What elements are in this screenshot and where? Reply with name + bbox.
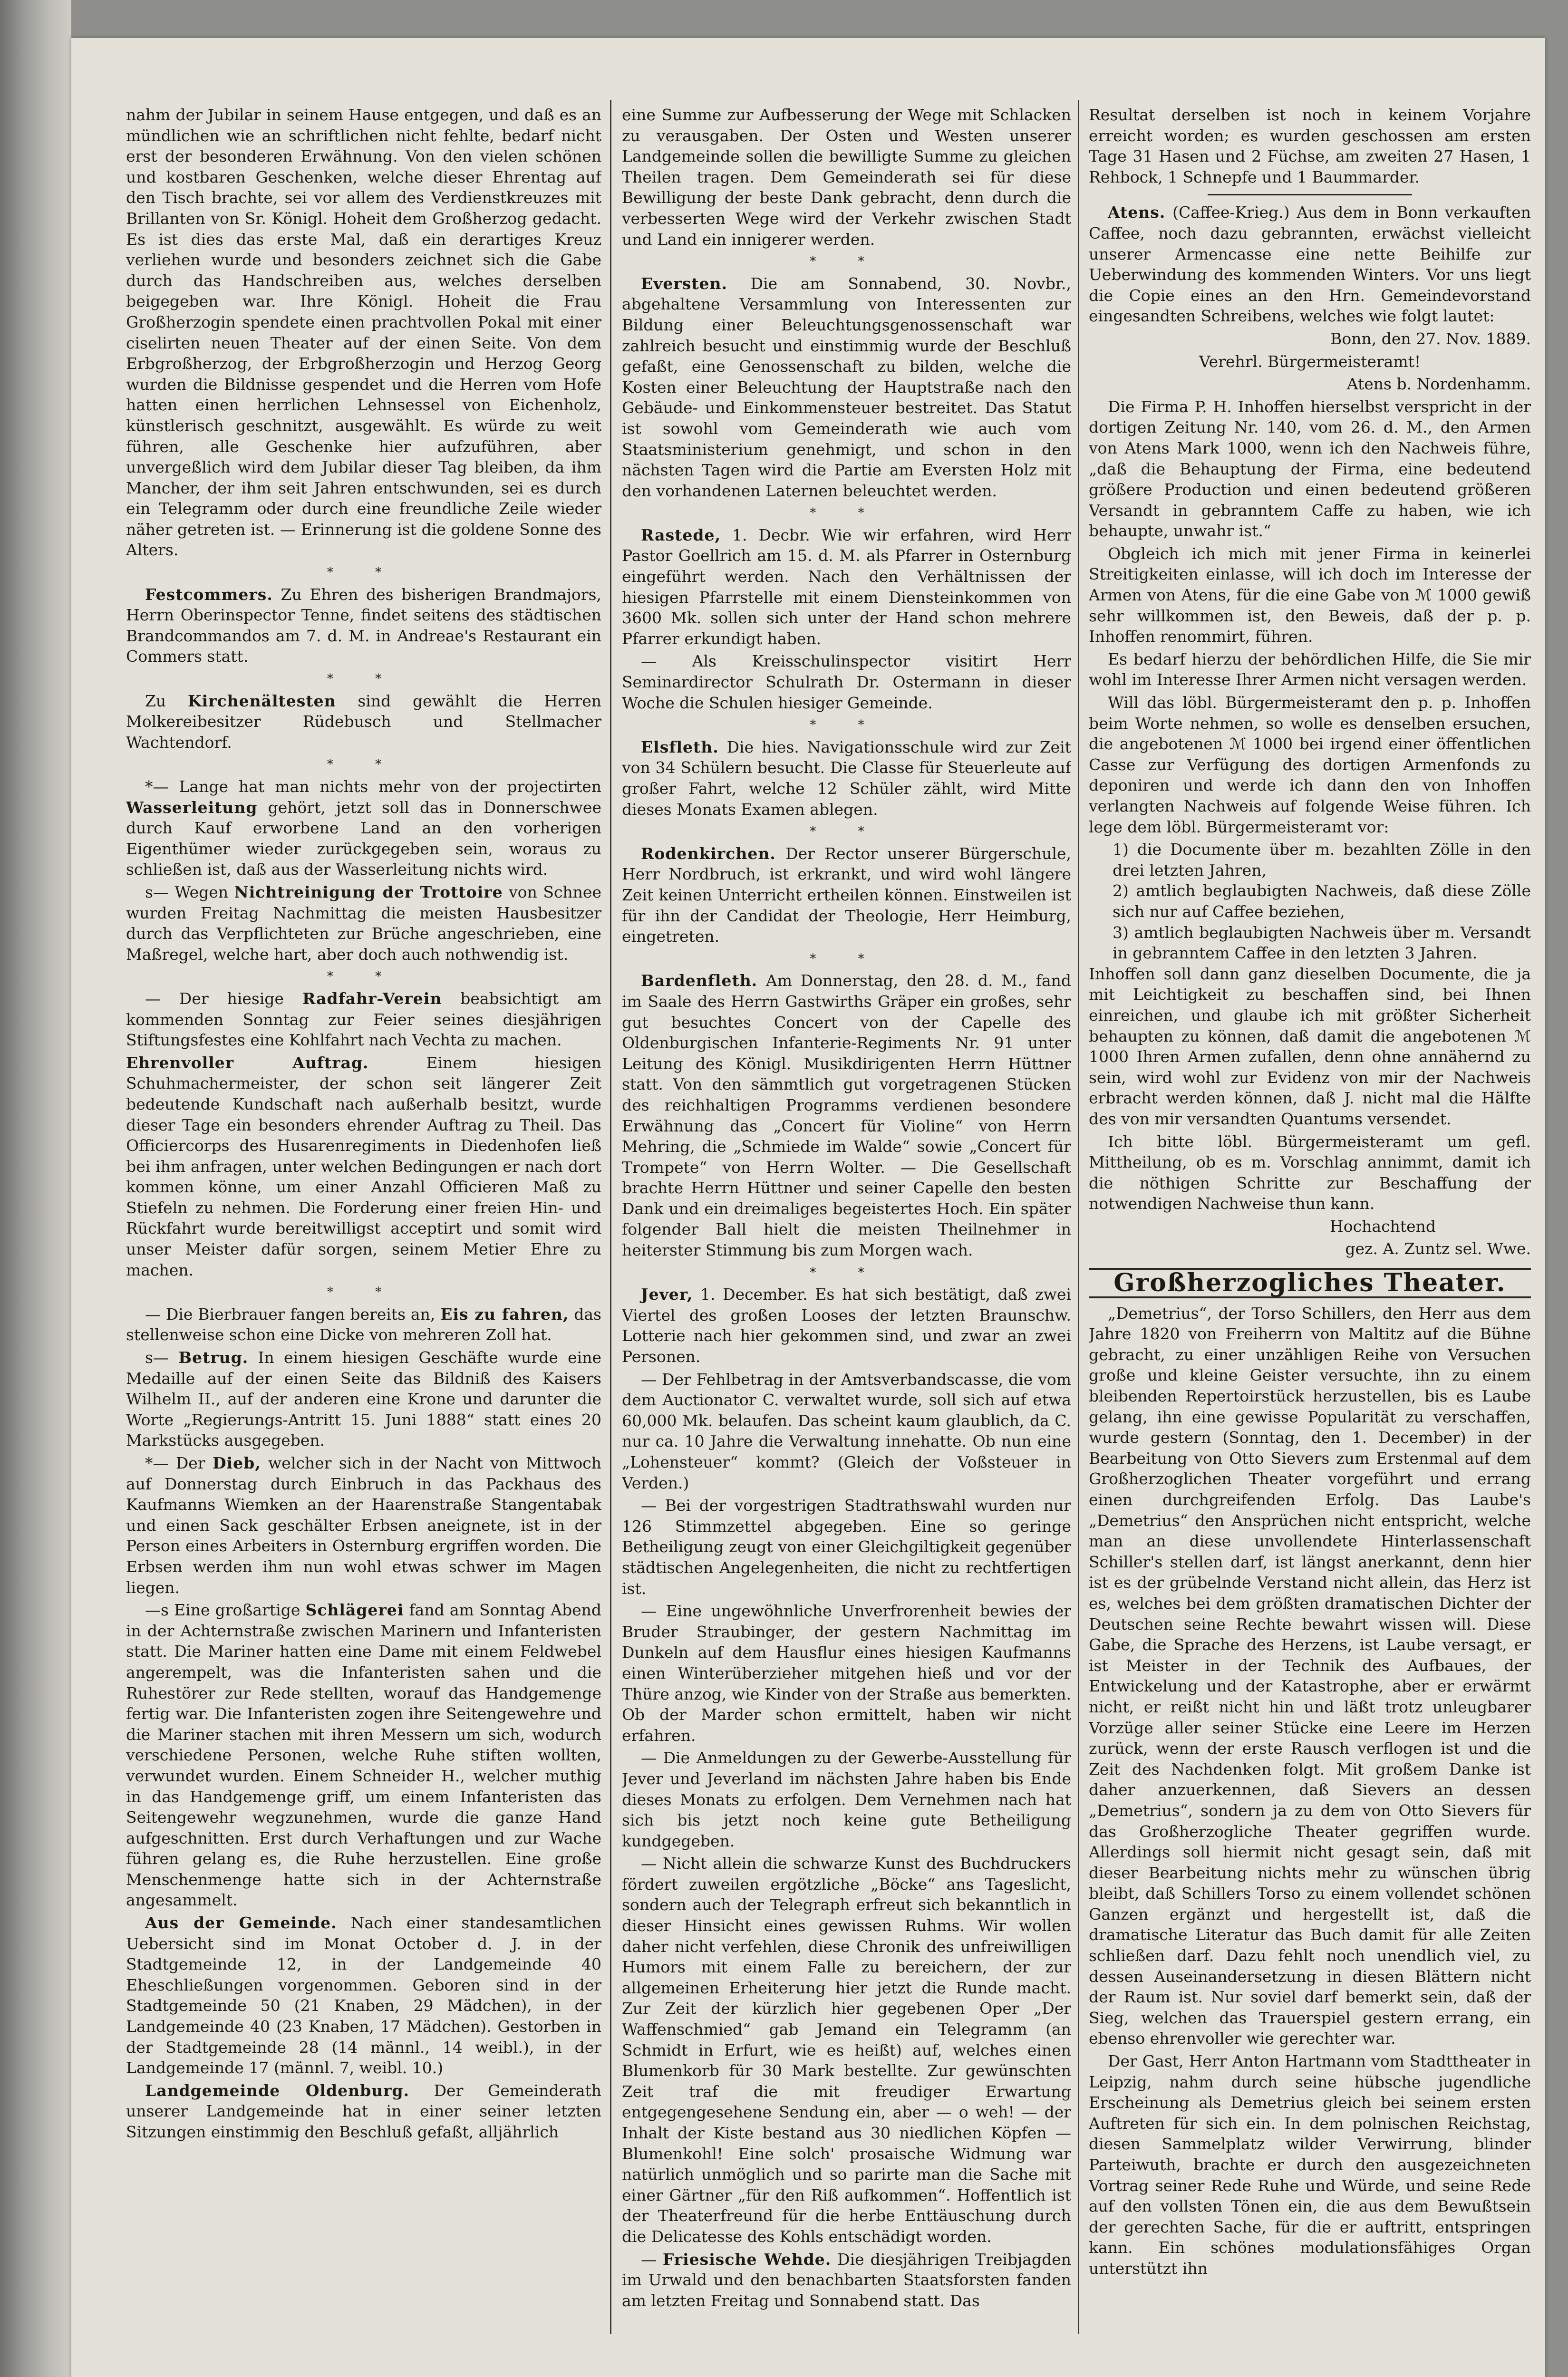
article-landgemeinde: Landgemeinde Oldenburg. Der Gemeinderath unserer Landgemeinde hat in einer seiner letzten Sitzungen einstimmig den Beschluß gefaßt, alljährlich	[126, 2081, 601, 2141]
separator-asterisk: * *	[810, 824, 883, 839]
list-item: 1) die Documente über m. bezahlten Zölle in den drei letzten Jahren,	[1113, 840, 1531, 879]
column-rule	[1078, 100, 1079, 2334]
article-keyword: Aus der Gemeinde.	[145, 1913, 337, 1933]
separator-asterisk: * *	[810, 1265, 883, 1280]
article-theater: „Demetrius“, der Torso Schillers, den Herr aus dem Jahre 1820 von Freiherrn von Maltitz auf die Bühne gebracht, zu einer unzähligen Reihe von Versuchen große und kleine Geister versuchte, ihn zu einem bleibenden Repertoirstück herzustellen, bis es Laube gelang, ihn eine gewisse Popularität zu verschaffen, wurde gestern (Sonntag, den 1. December) in der Bearbeitung von Otto Sievers zum Erstenmal auf dem Großherzoglichen Theater vorgeführt und errang einen durchgreifenden Erfolg. Das Laube's „Demetrius“ den Ansprüchen nicht entspricht, welche man an diese unvollendete Hinterlassenschaft Schiller's stellen darf, ist längst anerkannt, denn hier ist es der grübelnde Verstand nicht allein, das Herz ist es, welches bei dem größten dramatischen Dichter der Deutschen seine Rechte bewahrt wissen will. Diese Gabe, die Sprache des Herzens, ist Laube versagt, er ist Meister in der Technik des Aufbaues, der Entwickelung und der Katastrophe, aber er erwärmt nicht, er reißt nicht hin und läßt trotz unleugbarer Vorzüge aller seiner Stücke eine Leere im Herzen zurück, wenn der erste Rausch verflogen ist und die Zeit des Nachdenken folgt. Mit großem Danke ist daher anzuerkennen, daß Sievers an dessen „Demetrius“, sondern ja zu dem von Otto Sievers für das Großherzogliche Theater gegriffen wurde. Allerdings soll hiermit nicht gesagt sein, daß mit dieser Bearbeitung nichts mehr zu wünschen übrig bleibt, daß Schillers Torso zu einem vollendet schönen Ganzen ergänzt und hergestellt ist, daß die dramatische Literatur das Buch damit für alle Zeiten schließen darf. Dazu fehlt noch unendlich viel, zu dessen Auseinandersetzung in diesen Blättern nicht der Raum ist. Nur soviel darf bemerkt sein, daß der Sieg, welchen das Trauerspiel gestern errang, ein ebenso ehrenvoller wie gerechter war.	[1089, 1304, 1531, 2048]
article-schlaegerei: —s Eine großartige Schlägerei fand am Sonntag Abend in der Achternstraße zwischen Marinern und Infanteristen statt. Die Mariner hatten eine Dame mit einem Feldwebel angerempelt, was die Infanteristen sahen und die Ruhestörer zur Rede stellten, worauf das Handgemenge fertig war. Die Infanteristen zogen ihre Seitengewehre und die Mariner stachen mit ihren Messern um sich, wodurch verschiedene Personen, welche Ruhe stiften wollten, verwundet wurden. Einem Schneider H., welcher muthig in das Handgemenge griff, um einem Infanteristen das Seitengewehr wegzunehmen, wurde die ganze Hand aufgeschnitten. Erst durch Verhaftungen und zur Wache führen gelang es, die Ruhe herzustellen. Eine große Menschenmenge hatte sich in der Achternstraße angesammelt.	[126, 1601, 601, 1910]
article-keyword: Elsfleth.	[641, 737, 719, 756]
letter-signature: gez. A. Zuntz sel. Wwe.	[1345, 1239, 1531, 1258]
article-eis: — Die Bierbrauer fangen bereits an, Eis zu fahren, das stellenweise schon eine Dicke von mehreren Zoll hat.	[126, 1304, 601, 1344]
letter-paragraph: Es bedarf hierzu der behördlichen Hilfe, die Sie mir wohl im Interesse Ihrer Armen nicht versagen werden.	[1089, 649, 1531, 689]
letter-paragraph: Inhoffen soll dann ganz dieselben Documente, die ja mit Leichtigkeit zu beschaffen sind, bei Ihnen einreichen, und glaube ich mit größter Sicherheit behaupten zu können, daß damit die angebotenen ℳ 1000 Ihren Armen zufallen, denn ohne annähernd zu sein, wird wohl zur Evidenz von mir der Nachweis erbracht werden können, daß J. nicht mal die Hälfte des von mir versandten Quantums versendet.	[1089, 964, 1531, 1128]
article-keyword: Jever,	[641, 1285, 693, 1304]
article-keyword: Rodenkirchen.	[641, 844, 776, 863]
separator-asterisk: * *	[327, 565, 401, 580]
letter-address: Atens b. Nordenhamm.	[1346, 375, 1531, 394]
article-landgemeinde-cont: eine Summe zur Aufbesserung der Wege mit Schlacken zu verausgaben. Der Osten und Westen unserer Landgemeinde sollen die bewilligte Summe zu gleichen Theilen tragen. Dem Gemeinderath sei für diese Bewilligung der beste Dank gebracht, denn durch die verbesserten Wege wird der Verkehr zwischen Stadt und Land ein innigerer werden.	[622, 106, 1071, 249]
article-keyword: Atens.	[1108, 203, 1166, 222]
article-jever-4: — Eine ungewöhnliche Unverfrorenheit bewies der Bruder Straubinger, der gestern Nachmittag im Dunkeln auf dem Hausflur eines hiesigen Kaufmanns einen Winterüberzieher mitgehen hieß und vor der Thüre anzog, wie Kinder von der Straße aus bemerkten. Ob der Marder schon ermittelt, haben wir nicht erfahren.	[622, 1602, 1071, 1745]
article-jubilee: nahm der Jubilar in seinem Hause entgegen, und daß es an mündlichen wie an schriftlichen nicht fehlte, bedarf nicht erst der besonderen Erwähnung. Von den vielen schönen und kostbaren Geschenken, welche dieser Ehrentag auf den Tisch brachte, sei vor allem des Verdienstkreuzes mit Brillanten von Sr. Königl. Hoheit dem Großherzog gedacht. Es ist dies das erste Mal, daß ein derartiges Kreuz verliehen wurde und besonders zeichnet sich die Gabe durch das Handschreiben aus, welches derselben beigegeben war. Ihre Königl. Hoheit die Frau Großherzogin spendete einen prachtvollen Pokal mit einer ciselirten neuen Theater auf der einen Seite. Von dem Erbgroßherzog, der Erbgroßherzogin und Herzog Georg wurden die Bildnisse gespendet und die Herren vom Hofe hatten einen herrlichen Lehnsessel von Eichenholz, künstlerisch geschnitzt, ausgewählt. Es würde zu weit führen, alle Geschenke hier aufzuführen, aber unvergeßlich wird dem Jubilar dieser Tag bleiben, da ihm Mancher, der ihm seit Jahren entschwunden, sei es durch ein Telegramm oder durch eine freundliche Zeile wieder näher getreten ist. — Erinnerung ist die goldene Sonne des Alters.	[126, 106, 601, 560]
list-item: 3) amtlich beglaubigten Nachweis über m. Versandt in gebranntem Caffee in den letzten 3 Jahren.	[1113, 923, 1531, 963]
article-jever-5: — Die Anmeldungen zu der Gewerbe-Ausstellung für Jever und Jeverland im nächsten Jahre haben bis Ende dieses Monats zu erfolgen. Dem Vernehmen nach hat sich bis jetzt noch keine gute Betheiligung kundgegeben.	[622, 1749, 1071, 1850]
article-jever-2: — Der Fehlbetrag in der Amtsverbandscasse, die vom dem Auctionator C. verwaltet wurde, soll sich auf etwa 60,000 Mk. belaufen. Das scheint kaum glaublich, da C. nur ca. 10 Jahre die Verwaltung innehatte. Ob nun eine „Lohensteuer“ kommt? (Gleich der Voßsteuer in Verden.)	[622, 1370, 1071, 1492]
article-keyword: Landgemeinde Oldenburg.	[145, 2081, 410, 2100]
letter-paragraph: Ich bitte löbl. Bürgermeisteramt um gefl. Mittheilung, ob es m. Vorschlag annimmt, damit ich die nöthigen Schritte zur Beschaffung der notwendigen Nachweise thun kann.	[1089, 1132, 1531, 1213]
article-keyword: Eversten.	[641, 274, 728, 293]
article-keyword: Friesische Wehde.	[662, 2250, 832, 2269]
letter-date: Bonn, den 27. Nov. 1889.	[1330, 329, 1531, 348]
article-keyword: Betrug.	[178, 1348, 249, 1367]
separator-asterisk: * *	[327, 672, 401, 686]
article-jever: Jever, 1. December. Es hat sich bestätigt, daß zwei Viertel des großen Looses der letzten Braunschw. Lotterie nach hier gekommen sind, und zwar an zwei Personen.	[622, 1285, 1071, 1366]
article-jever-3: — Bei der vorgestrigen Stadtrathswahl wurden nur 126 Stimmzettel abgegeben. Eine so geringe Betheiligung zeugt von einer Gleichgiltigkeit gegenüber städtischen Angelegenheiten, die nicht zu rechtfertigen ist.	[622, 1496, 1071, 1598]
separator-asterisk: * *	[810, 951, 883, 966]
separator-asterisk: * *	[327, 1285, 401, 1300]
separator-line	[1208, 194, 1412, 195]
column-left	[126, 105, 601, 2339]
article-wasserleitung: *— Lange hat man nichts mehr von der projectirten Wasserleitung gehört, jetzt soll das in Donnerschwee durch Kauf erworbene Land an den vorherigen Eigenthümer wieder zurückgegeben sein, woraus zu schließen ist, daß aus der Wasserleitung nichts wird.	[126, 777, 601, 879]
article-friesische-wehde: — Friesische Wehde. Die diesjährigen Treibjagden im Urwald und den benachbarten Staatsforsten fanden am letzten Freitag und Sonnabend statt. Das	[622, 2250, 1071, 2310]
column-rule	[610, 100, 611, 2334]
newspaper-page	[71, 38, 1545, 2377]
letter-closing: Hochachtend	[1330, 1217, 1436, 1236]
article-bardenfleth: Bardenfleth. Am Donnerstag, den 28. d. M., fand im Saale des Herrn Gastwirths Gräper ein großes, sehr gut besuchtes Concert von der Capelle des Oldenburgischen Infanterie-Regiments Nr. 91 unter Leitung des Königl. Musikdirigenten Herrn Hüttner statt. Von den sämmtlich gut vorgetragenen Stücken des reichhaltigen Programms verdienen besondere Erwähnung das „Concert für Violine“ von Herrn Mehring, die „Schmiede im Walde“ sowie „Concert für Trompete“ von Herrn Wolter. — Die Gesellschaft brachte Herrn Hüttner und seiner Capelle den besten Dank und ein dreimaliges begeistertes Hoch. Ein später folgender Ball hielt die meisten Theilnehmer in heiterster Stimmung bis zum Morgen wach.	[622, 971, 1071, 1260]
article-jever-6: — Nicht allein die schwarze Kunst des Buchdruckers fördert zuweilen ergötzliche „Böcke“ ans Tageslicht, sondern auch der Telegraph erfreut sich bekanntlich in dieser Hinsicht eines gewissen Ruhms. Wir wollen daher nicht verfehlen, diese Chronik des unfreiwilligen Humors mit einem Falle zu bereichern, der zur allgemeinen Erheiterung hier jetzt die Runde macht. Zur Zeit der kürzlich hier gegebenen Oper „Der Waffenschmied“ gab Jemand ein Telegramm (an Schmidt in Erfurt, wie es heißt) auf, welches einen Blumenkorb für 30 Mark bestellte. Zur gewünschten Zeit traf die mit freudiger Erwartung entgegengesehene Sendung ein, aber — o weh! — der Inhalt der Kiste bestand aus 30 niedlichen Köpfen — Blumenkohl! Eine solch' prosaische Widmung war natürlich unmöglich und so parirte man die Sache mit einer Gärtner „für den Riß aufkommen“. Hoffentlich ist der Theaterfreund für die herbe Enttäuschung durch die Delicatesse des Kohls entschädigt worden.	[622, 1854, 1071, 2246]
letter-salutation: Verehrl. Bürgermeisteramt!	[1199, 352, 1421, 371]
letter-paragraph: Die Firma P. H. Inhoffen hierselbst verspricht in der dortigen Zeitung Nr. 140, vom 26. d. M., den Armen von Atens Mark 1000, wenn ich den Nachweis führe, „daß die Behauptung der Firma, eine bedeutend größere Production und einen bedeutend größeren Versandt in gebranntem Caffe zu haben, wie ich behaupte, unwahr ist.“	[1089, 397, 1531, 541]
article-atens: Atens. (Caffee-Krieg.) Aus dem in Bonn verkauften Caffee, noch dazu gebrannten, erwächst vielleicht unserer Armencasse eine nette Beihilfe zur Ueberwindung des kommenden Winters. Vor uns liegt die Copie eines an den Hrn. Gemeindevorstand eingesandten Schreibens, welches wie folgt lautet:	[1089, 203, 1531, 326]
article-rastede-2: — Als Kreisschulinspector visitirt Herr Seminardirector Schulrath Dr. Ostermann in dieser Woche die Schulen hiesiger Gemeinde.	[622, 652, 1071, 712]
article-trottoire: s— Wegen Nichtreinigung der Trottoire von Schnee wurden Freitag Nachmittag die meisten Hausbesitzer durch das Verpflichteten zur Brüche angeschrieben, eine Maßregel, welche hart, aber doch auch nothwendig ist.	[126, 882, 601, 964]
separator-asterisk: * *	[327, 969, 401, 984]
article-aus-der-gemeinde: Aus der Gemeinde. Nach einer standesamtlichen Uebersicht sind im Monat October d. J. in der Stadtgemeinde 12, in der Landgemeinde 40 Eheschließungen vorgenommen. Geboren sind in der Stadtgemeinde 50 (21 Knaben, 29 Mädchen), in der Landgemeinde 40 (23 Knaben, 17 Mädchen). Gestorben in der Stadtgemeinde 28 (14 männl., 14 weibl.), in der Landgemeinde 17 (männl. 7, weibl. 10.)	[126, 1913, 601, 2077]
article-dieb: *— Der Dieb, welcher sich in der Nacht von Mittwoch auf Donnerstag durch Einbruch in das Packhaus des Kaufmanns Wiemken an der Haarenstraße Stangentabak und einen Sack geschälter Erbsen aneignete, ist in der Person eines Arbeiters in Osternburg ergriffen worden. Die Erbsen werden ihm nun wohl etwas schwer im Magen liegen.	[126, 1454, 601, 1597]
theater-section-title: Großherzogliches Theater.	[1089, 1268, 1531, 1298]
article-radfahr-verein: — Der hiesige Radfahr-Verein beabsichtigt am kommenden Sonntag zur Feier seines diesjährigen Stiftungsfestes eine Kohlfahrt nach Vechta zu machen.	[126, 989, 601, 1050]
article-rastede: Rastede, 1. Decbr. Wie wir erfahren, wird Herr Pastor Goellrich am 15. d. M. als Pfarrer in Osternburg eingeführt werden. Nach den Verhältnissen der hiesigen Pfarrstelle mit einem Diensteinkommen von 3600 Mk. sollen sich unter der Hand schon mehrere Pfarrer erkundigt haben.	[622, 525, 1071, 648]
separator-asterisk: * *	[810, 254, 883, 269]
article-wehde-cont: Resultat derselben ist noch in keinem Vorjahre erreicht worden; es wurden geschossen am ersten Tage 31 Hasen und 2 Füchse, am zweiten 27 Hasen, 1 Rehbock, 1 Schnepfe und 1 Baummarder.	[1089, 106, 1531, 186]
column-middle	[622, 105, 1071, 2339]
separator-asterisk: * *	[327, 757, 401, 772]
separator-asterisk: * *	[810, 718, 883, 733]
article-kirchenaelteste: Zu Kirchenältesten sind gewählt die Herren Molkereibesitzer Rüdebusch und Stellmacher Wachtendorf.	[126, 691, 601, 752]
letter-document-list	[1089, 839, 1531, 964]
article-keyword: Eis zu fahren,	[440, 1304, 569, 1324]
article-keyword: Kirchenältesten	[187, 691, 336, 710]
book-binding-edge	[0, 0, 71, 2377]
article-eversten: Eversten. Die am Sonnabend, 30. Novbr., abgehaltene Versammlung von Interessenten zur Bildung einer Beleuchtungsgenossenschaft war zahlreich besucht und einstimmig wurde der Beschluß gefaßt, eine Genossenschaft zu bilden, welche die Kosten einer Beleuchtung der Hauptstraße nach den Gebäude- und Einkommensteuer bestreitet. Das Statut ist sowohl vom Gemeinderath wie auch vom Staatsministerium genehmigt, und schon in den nächsten Tagen wird die Partie am Eversten Holz mit den vorhandenen Laternen beleuchtet werden.	[622, 274, 1071, 500]
article-rodenkirchen: Rodenkirchen. Der Rector unserer Bürgerschule, Herr Nordbruch, ist erkrankt, und wird wohl längere Zeit keinen Unterricht ertheilen können. Einstweilen ist für ihn der Candidat der Theologie, Herr Heimburg, eingetreten.	[622, 844, 1071, 946]
letter-paragraph: Obgleich ich mich mit jener Firma in keinerlei Streitigkeiten einlasse, will ich doch im Interesse der Armen von Atens, für die eine Gabe von ℳ 1000 gewiß sehr willkommen ist, den Beweis, daß der p. p. Inhoffen renommirt, führen.	[1089, 544, 1531, 646]
article-keyword: Bardenfleth.	[641, 971, 758, 990]
article-elsfleth: Elsfleth. Die hies. Navigationsschule wird zur Zeit von 34 Schülern besucht. Die Classe für Steuerleute auf großer Fahrt, welche 12 Schüler zählt, wird Mitte dieses Monats Examen ablegen.	[622, 737, 1071, 819]
separator-asterisk: * *	[810, 506, 883, 521]
article-ehrenvoller-auftrag: Ehrenvoller Auftrag. Einem hiesigen Schuhmachermeister, der schon seit längerer Zeit bedeutende Kundschaft nach außerhalb besitzt, wurde dieser Tage ein besonders ehrender Auftrag zu Theil. Das Officiercorps des Husarenregiments in Diedenhofen ließ bei ihm anfragen, unter welchen Bedingungen er nach dort kommen könne, um einer Anzahl Officieren Maß zu Stiefeln zu nehmen. Die Forderung einer freien Hin- und Rückfahrt wurde bereitwilligst acceptirt und somit wird unser Meister dafür sorgen, seinem Metier Ehre zu machen.	[126, 1053, 601, 1279]
article-theater-2: Der Gast, Herr Anton Hartmann vom Stadttheater in Leipzig, nahm durch seine hübsche jugendliche Erscheinung als Demetrius gleich bei seinem ersten Auftreten für sich ein. In dem polnischen Reichstag, diesen Sammelplatz wilder Verwirrung, blinder Parteiwuth, brachte er durch den ausgezeichneten Vortrag seiner Rede Ruhe und Würde, und seine Rede auf den vollsten Tönen ein, die aus dem Bewußtsein der gerechten Sache, für die er auftritt, entspringen kann. Ein schönes modulationsfähiges Organ unterstützt ihn	[1089, 2052, 1531, 2278]
article-keyword: Nichtreinigung der Trottoire	[234, 882, 503, 901]
article-keyword: Radfahr-Verein	[302, 989, 442, 1008]
article-keyword: Ehrenvoller Auftrag.	[126, 1053, 369, 1072]
letter-paragraph: Will das löbl. Bürgermeisteramt den p. p. Inhoffen beim Worte nehmen, so wolle es denselben ersuchen, die angebotenen ℳ 1000 bei irgend einer öffentlichen Casse zur Verfügung des dortigen Armenfonds zu deponiren und werde ich dann den von Inhoffen verlangten Nachweis auf folgende Weise führen. Ich lege dem löbl. Bürgermeisteramt vor:	[1089, 693, 1531, 836]
article-keyword: Schlägerei	[305, 1601, 404, 1620]
column-right	[1089, 105, 1531, 2339]
article-betrug: s— Betrug. In einem hiesigen Geschäfte wurde eine Medaille auf der einen Seite das Bildniß des Kaisers Wilhelm II., auf der anderen eine Krone und darunter die Worte „Regierungs-Antritt 15. Juni 1888“ statt eines 20 Markstücks ausgegeben.	[126, 1348, 601, 1450]
article-keyword: Festcommers.	[145, 585, 273, 604]
list-item: 2) amtlich beglaubigten Nachweis, daß diese Zölle sich nur auf Caffee beziehen,	[1113, 881, 1531, 921]
article-keyword: Rastede,	[641, 525, 721, 544]
article-festcommers: Festcommers. Zu Ehren des bisherigen Brandmajors, Herrn Oberinspector Tenne, findet seitens des städtischen Brandcommandos am 7. d. M. in Andreae's Restaurant ein Commers statt.	[126, 585, 601, 666]
article-keyword: Dieb,	[212, 1454, 261, 1472]
article-keyword: Wasserleitung	[126, 798, 258, 817]
